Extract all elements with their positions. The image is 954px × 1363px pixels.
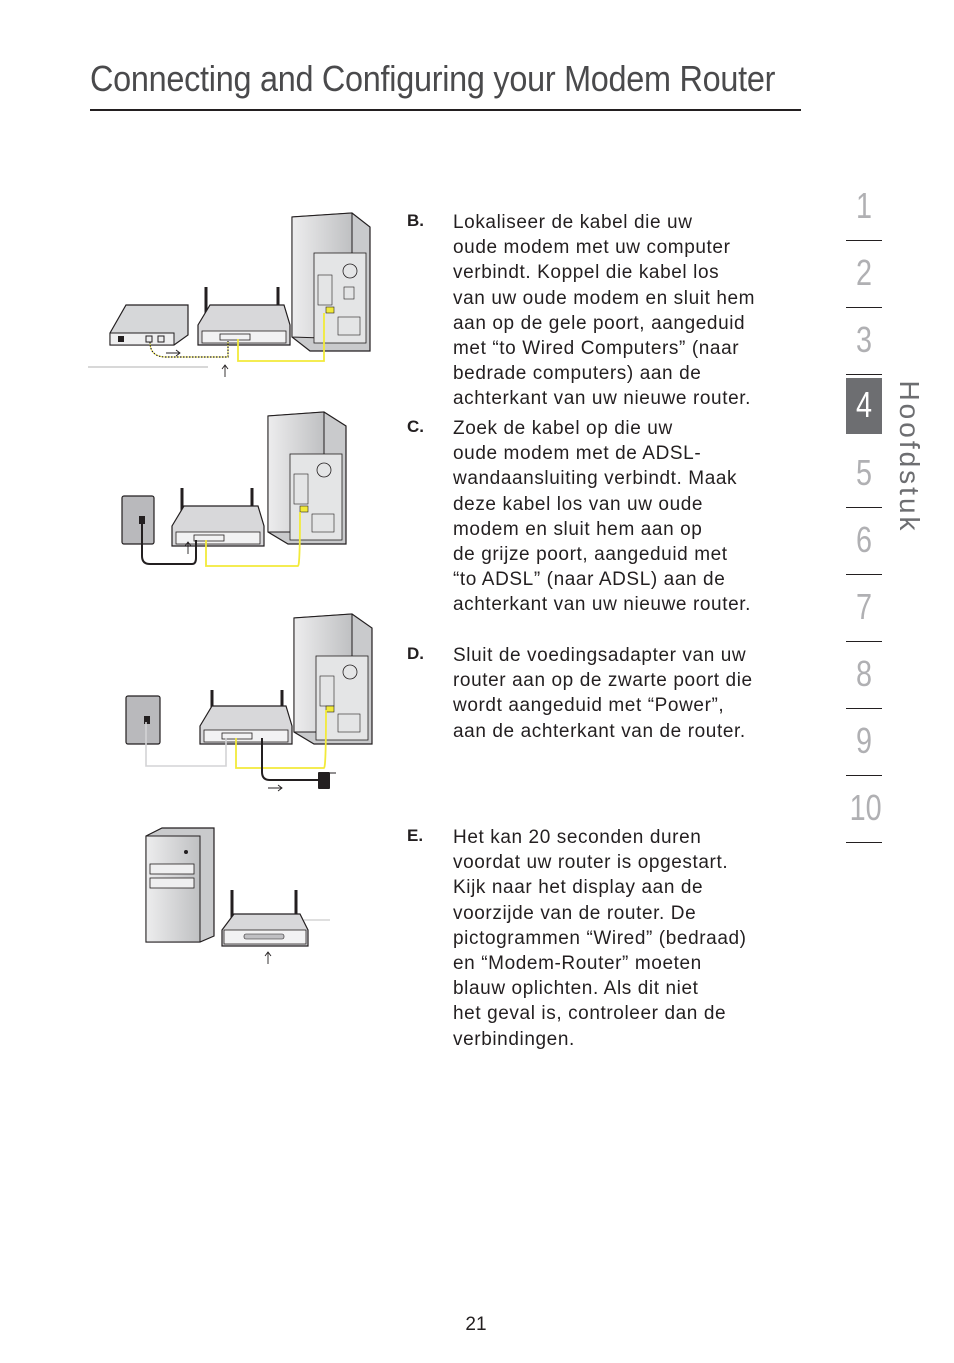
chapter-divider (846, 507, 882, 508)
text-line: oude modem met uw computer (453, 237, 731, 259)
step-letter-c: C. (407, 417, 424, 436)
text-line: Lokaliseer de kabel die uw (453, 212, 693, 233)
text-line: Zoek de kabel op die uw (453, 418, 673, 439)
chapter-number: 5 (855, 452, 873, 493)
chapter-divider (846, 307, 882, 308)
chapter-number: 8 (855, 653, 873, 694)
page-title: Connecting and Configuring your Modem Router (90, 58, 776, 99)
text-line: Kijk naar het display aan de (453, 877, 704, 899)
page-number: 21 (465, 1314, 487, 1335)
text-line: voordat uw router is opgestart. (453, 852, 729, 874)
chapter-divider (846, 240, 882, 241)
chapter-divider (846, 842, 882, 843)
illustration-step-e (140, 824, 336, 969)
chapter-divider (846, 374, 882, 375)
chapter-number: 9 (855, 720, 873, 761)
chapter-number: 6 (855, 519, 873, 560)
text-line: Het kan 20 seconden duren (453, 827, 702, 848)
text-line: en “Modem-Router” moeten (453, 953, 702, 975)
illustration-step-b (88, 205, 378, 385)
chapter-number: 2 (855, 252, 873, 293)
text-line: oude modem met de ADSL- (453, 443, 702, 465)
chapter-tab-4-active[interactable] (846, 378, 882, 434)
text-line: bedrade computers) aan de (453, 363, 702, 385)
chapter-number: 1 (855, 185, 873, 226)
step-d-text (453, 643, 803, 744)
text-line: aan de achterkant van de router. (453, 720, 746, 742)
chapter-divider (846, 775, 882, 776)
illustration-step-c (118, 408, 358, 583)
text-line: verbindt. Koppel die kabel los (453, 262, 720, 284)
text-line: router aan op de zwarte poort die (453, 670, 753, 692)
chapter-tab-6[interactable] (846, 509, 882, 575)
step-letter-d: D. (407, 644, 424, 663)
text-line: achterkant van uw nieuwe router. (453, 388, 752, 410)
text-line: aan op de gele poort, aangeduid (453, 312, 746, 334)
chapter-tab-9[interactable] (846, 710, 882, 776)
step-letter-e: E. (407, 826, 424, 845)
illustration-step-d (120, 610, 378, 800)
chapter-label-text: Hoofdstuk (894, 379, 925, 534)
text-line: wandaansluiting verbindt. Maak (453, 468, 738, 490)
text-line: voorzijde van de router. De (453, 902, 697, 924)
text-line: Sluit de voedingsadapter van uw (453, 645, 747, 666)
chapter-label (884, 374, 934, 539)
chapter-divider (846, 641, 882, 642)
step-b-text (453, 210, 803, 412)
chapter-number: 10 (849, 787, 882, 828)
chapter-tab-3[interactable] (846, 309, 882, 375)
chapter-tab-1[interactable] (846, 175, 882, 241)
text-line: modem en sluit hem aan op (453, 518, 703, 540)
text-line: het geval is, controleer dan de (453, 1003, 727, 1025)
chapter-number: 4 (855, 384, 873, 425)
chapter-tab-5[interactable] (846, 442, 882, 508)
text-line: blauw oplichten. Als dit niet (453, 978, 699, 1000)
text-line: van uw oude modem en sluit hem (453, 287, 756, 309)
step-letter-b: B. (407, 211, 424, 230)
step-c-text (453, 416, 803, 618)
text-line: “to ADSL” (naar ADSL) aan de (453, 569, 726, 591)
text-line: wordt aangeduid met “Power”, (453, 695, 725, 717)
chapter-tab-10[interactable] (846, 777, 882, 843)
chapter-divider (846, 574, 882, 575)
chapter-tab-7[interactable] (846, 576, 882, 642)
chapter-tab-2[interactable] (846, 242, 882, 308)
text-line: met “to Wired Computers” (naar (453, 338, 740, 360)
title-divider (90, 109, 801, 111)
chapter-number: 3 (855, 319, 873, 360)
chapter-tab-8[interactable] (846, 643, 882, 709)
text-line: verbindingen. (453, 1028, 575, 1050)
text-line: de grijze poort, aangeduid met (453, 544, 728, 566)
chapter-divider (846, 708, 882, 709)
step-e-text (453, 825, 803, 1052)
text-line: deze kabel los van uw oude (453, 493, 704, 515)
text-line: achterkant van uw nieuwe router. (453, 594, 752, 616)
chapter-number: 7 (855, 586, 873, 627)
text-line: pictogrammen “Wired” (bedraad) (453, 927, 747, 949)
